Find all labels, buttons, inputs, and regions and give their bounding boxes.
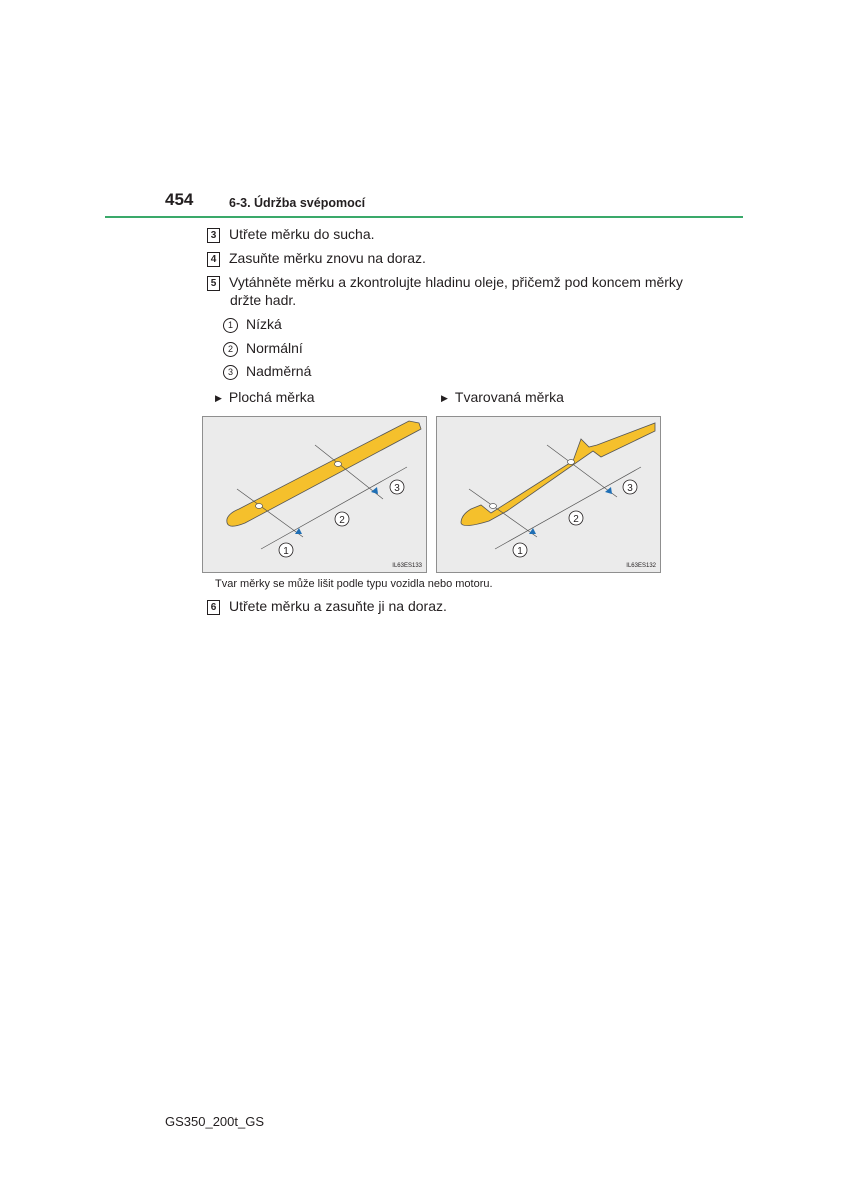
page-number: 454: [165, 190, 194, 209]
level-marker: 1: [223, 318, 238, 333]
figure-marker-2: 2: [339, 515, 345, 526]
lower-mark: [490, 504, 497, 509]
image-code: IL63ES133: [392, 563, 422, 569]
arrow-low: [295, 528, 302, 534]
level-excess: [223, 363, 311, 380]
step-5-continuation: držte hadr.: [230, 292, 297, 308]
header-rule: [105, 216, 743, 218]
flat-dipstick-illustration: [203, 417, 426, 572]
arrow-low: [529, 528, 536, 534]
figure-marker-1: 1: [517, 546, 523, 557]
triangle-bullet-icon: ▶: [441, 393, 448, 403]
level-low: [223, 316, 282, 333]
figure-marker-3: 3: [394, 483, 400, 494]
figure-marker-3: 3: [627, 483, 633, 494]
dimension-line: [495, 467, 641, 549]
level-normal: [223, 340, 303, 357]
step-number: 5: [207, 276, 220, 291]
figure-marker-2: 2: [573, 514, 579, 525]
variant-shaped: [441, 389, 564, 405]
upper-mark: [568, 460, 575, 465]
figure-shaped-dipstick: [436, 416, 661, 573]
variant-label: Plochá měrka: [228, 389, 315, 405]
variant-label: Tvarovaná měrka: [454, 389, 564, 405]
arrow-high: [605, 487, 612, 494]
upper-mark: [335, 462, 342, 467]
section-title: 6-3. Údržba svépomocí: [229, 196, 366, 210]
level-label: Normální: [246, 340, 303, 356]
level-label: Nadměrná: [246, 363, 312, 379]
step-number: 4: [207, 252, 220, 267]
figure-flat-dipstick: [202, 416, 427, 573]
variant-flat: [215, 389, 315, 405]
step-text: Zasuňte měrku znovu na doraz.: [229, 250, 426, 266]
step-number: 6: [207, 600, 220, 615]
step-5: [207, 273, 683, 292]
step-4: [207, 249, 426, 268]
figure-marker-1: 1: [283, 546, 289, 557]
lower-mark: [256, 504, 263, 509]
dipstick-shape: [461, 423, 655, 526]
step-3: [207, 225, 375, 244]
triangle-bullet-icon: ▶: [215, 393, 222, 403]
step-text: Vytáhněte měrku a zkontrolujte hladinu oleje, přičemž pod koncem měrky: [229, 274, 683, 290]
shaped-dipstick-illustration: [437, 417, 660, 572]
level-marker: 2: [223, 342, 238, 357]
step-text: Utřete měrku a zasuňte ji na doraz.: [229, 598, 447, 614]
level-label: Nízká: [246, 316, 282, 332]
figure-caption: Tvar měrky se může lišit podle typu vozidla nebo motoru.: [215, 578, 493, 590]
level-marker: 3: [223, 365, 238, 380]
image-code: IL63ES132: [626, 563, 656, 569]
step-text: Utřete měrku do sucha.: [229, 226, 375, 242]
step-6: [207, 597, 447, 616]
dimension-line: [261, 467, 407, 549]
dipstick-shape: [227, 421, 421, 526]
step-number: 3: [207, 228, 220, 243]
footer-model-code: GS350_200t_GS: [165, 1114, 265, 1129]
